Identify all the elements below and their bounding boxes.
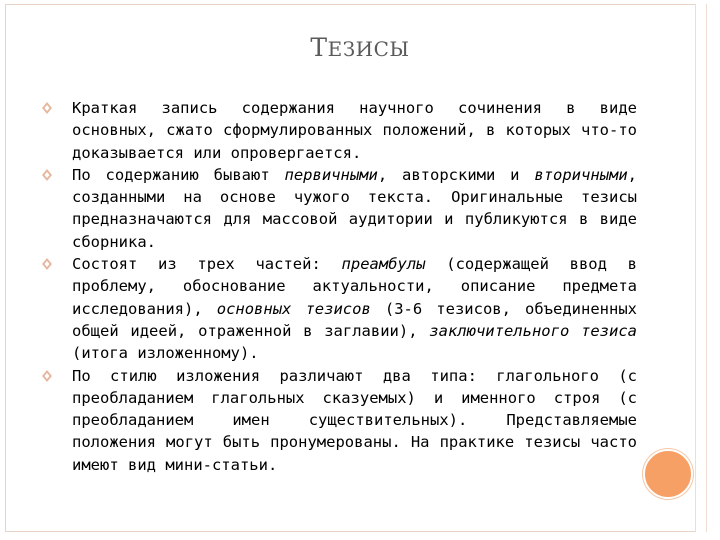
text-run: (итога изложенному). [72,344,259,363]
hollow-diamond-icon [40,369,54,383]
list-item [40,164,637,253]
title-initial: Т [310,33,328,62]
bullet-text [72,253,637,364]
text-run: (содержащей ввод в проблему, обоснование актуальности, описание предмета исследования), [72,255,638,318]
text-run: По стилю изложения различают два типа: глагольного (с преобладанием глагольных сказуемых) и именного строя (с преобладанием имен существительных). Представляемые положения могут быть пронумерованы. На практике тезисы часто имеют вид мини-статьи. [72,366,637,474]
text-run: По содержанию бывают [72,165,285,184]
italic-term: первичными [284,165,378,184]
italic-term: основных тезисов [216,299,371,318]
bullet-text [72,164,637,253]
title-rest: ЕЗИСЫ [327,37,410,61]
italic-term: преамбулы [341,255,426,274]
decorative-circle [643,449,693,499]
italic-term: вторичными [534,165,628,184]
bullet-text [72,365,637,476]
hollow-diamond-icon [40,168,54,182]
text-run: (3-6 тезисов, объединенных общей идеей, отраженной в заглавии), [72,299,637,340]
italic-term: заключительного тезиса [429,321,637,340]
text-run: Состоят из трех частей: [72,255,342,274]
bullet-text [72,97,637,164]
bullet-list [40,97,637,476]
hollow-diamond-icon [40,257,54,271]
text-run: Краткая запись содержания научного сочинения в виде основных, сжато сформулированных положений, в которых что-то доказывается или опровергается. [72,99,637,162]
list-item [40,365,637,476]
slide-frame-edge [695,4,707,532]
slide-title [0,33,720,62]
list-item [40,253,637,364]
hollow-diamond-icon [40,101,54,115]
text-run: , созданными на основе чужого текста. Оригинальные тезисы предназначаются для массовой аудитории и публикуются в виде сборника. [72,165,638,251]
text-run: , авторскими и [377,165,535,184]
list-item [40,97,637,164]
